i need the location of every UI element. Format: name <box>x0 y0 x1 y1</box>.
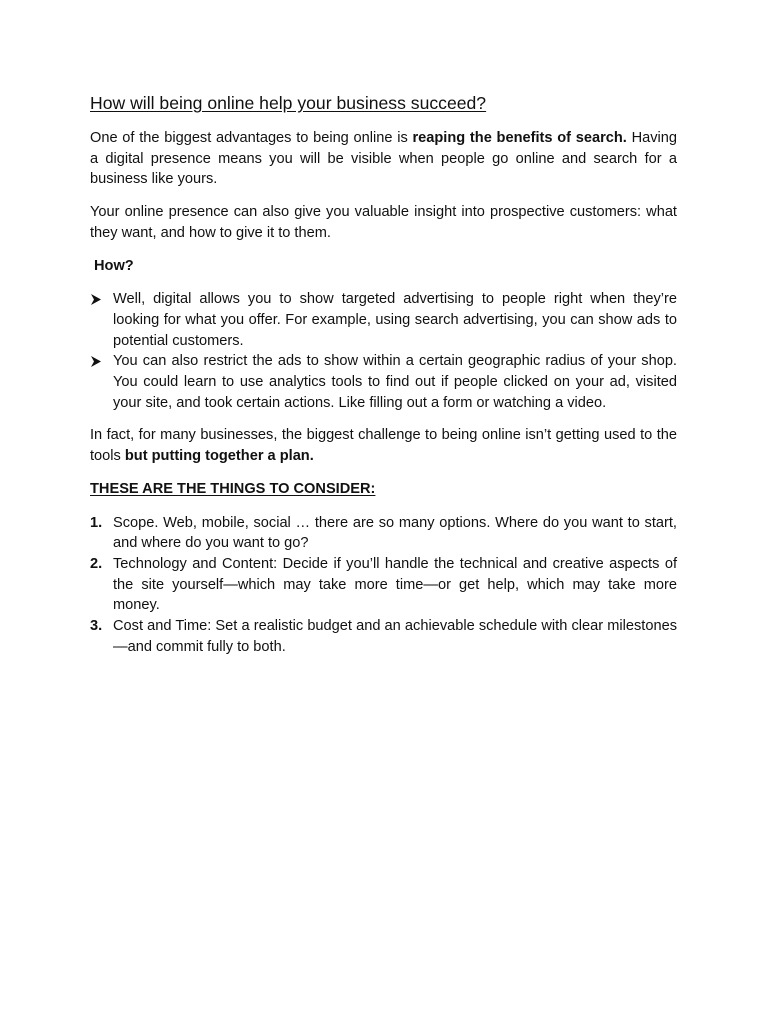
paragraph-text: One of the biggest advantages to being online is <box>90 130 413 146</box>
arrowhead-bullet-icon <box>90 351 104 367</box>
paragraph-bold-text: but putting together a plan. <box>124 448 314 465</box>
arrowhead-bullet-icon <box>90 289 104 305</box>
document-page <box>90 92 677 657</box>
page-title: How will being online help your business succeed? <box>90 93 487 113</box>
paragraph-plan <box>90 425 677 466</box>
how-label: How? <box>94 257 134 274</box>
paragraph-bold-text: reaping the benefits of search. <box>412 130 627 146</box>
list-number: 1. <box>90 514 103 531</box>
list-number: 3. <box>90 618 103 635</box>
list-item-text: You can also restrict the ads to show within a certain geographic radius of your shop. You could learn to use analytics tools to find out if people clicked on your ad, visited your site, and took certain actions. Like filling out a form or watching a video. <box>113 353 677 411</box>
list-item-text: Technology and Content: Decide if you’ll handle the technical and creative aspects of the site yourself—which may take more time—or get help, which may take more money. <box>113 555 677 614</box>
paragraph-customer-insight: Your online presence can also give you valuable insight into prospective customers: what they want, and how to give it to them. <box>90 204 677 241</box>
paragraph-text: In fact, for many businesses, the biggest challenge to being online isn’t getting used to the tools <box>90 427 677 465</box>
list-item <box>90 289 677 351</box>
paragraph-text: Having a digital presence means you will be visible when people go online and search for a business like yours. <box>90 130 677 188</box>
numbered-list <box>90 513 677 658</box>
list-item <box>90 616 677 657</box>
paragraph-search-benefits <box>90 128 677 190</box>
list-item <box>90 554 677 616</box>
list-item-text: Well, digital allows you to show targeted advertising to people right when they’re looking for what you offer. For example, using search advertising, you can show ads to potential customers. <box>113 291 677 349</box>
section-heading: THESE ARE THE THINGS TO CONSIDER: <box>90 480 376 497</box>
list-item <box>90 513 677 554</box>
list-item-text: Scope. Web, mobile, social … there are so many options. Where do you want to start, and where do you want to go? <box>113 514 677 552</box>
list-number: 2. <box>90 555 103 572</box>
list-item-text: Cost and Time: Set a realistic budget and an achievable schedule with clear milestones—and commit fully to both. <box>113 618 677 655</box>
list-item <box>90 351 677 413</box>
bullet-list <box>90 289 677 413</box>
